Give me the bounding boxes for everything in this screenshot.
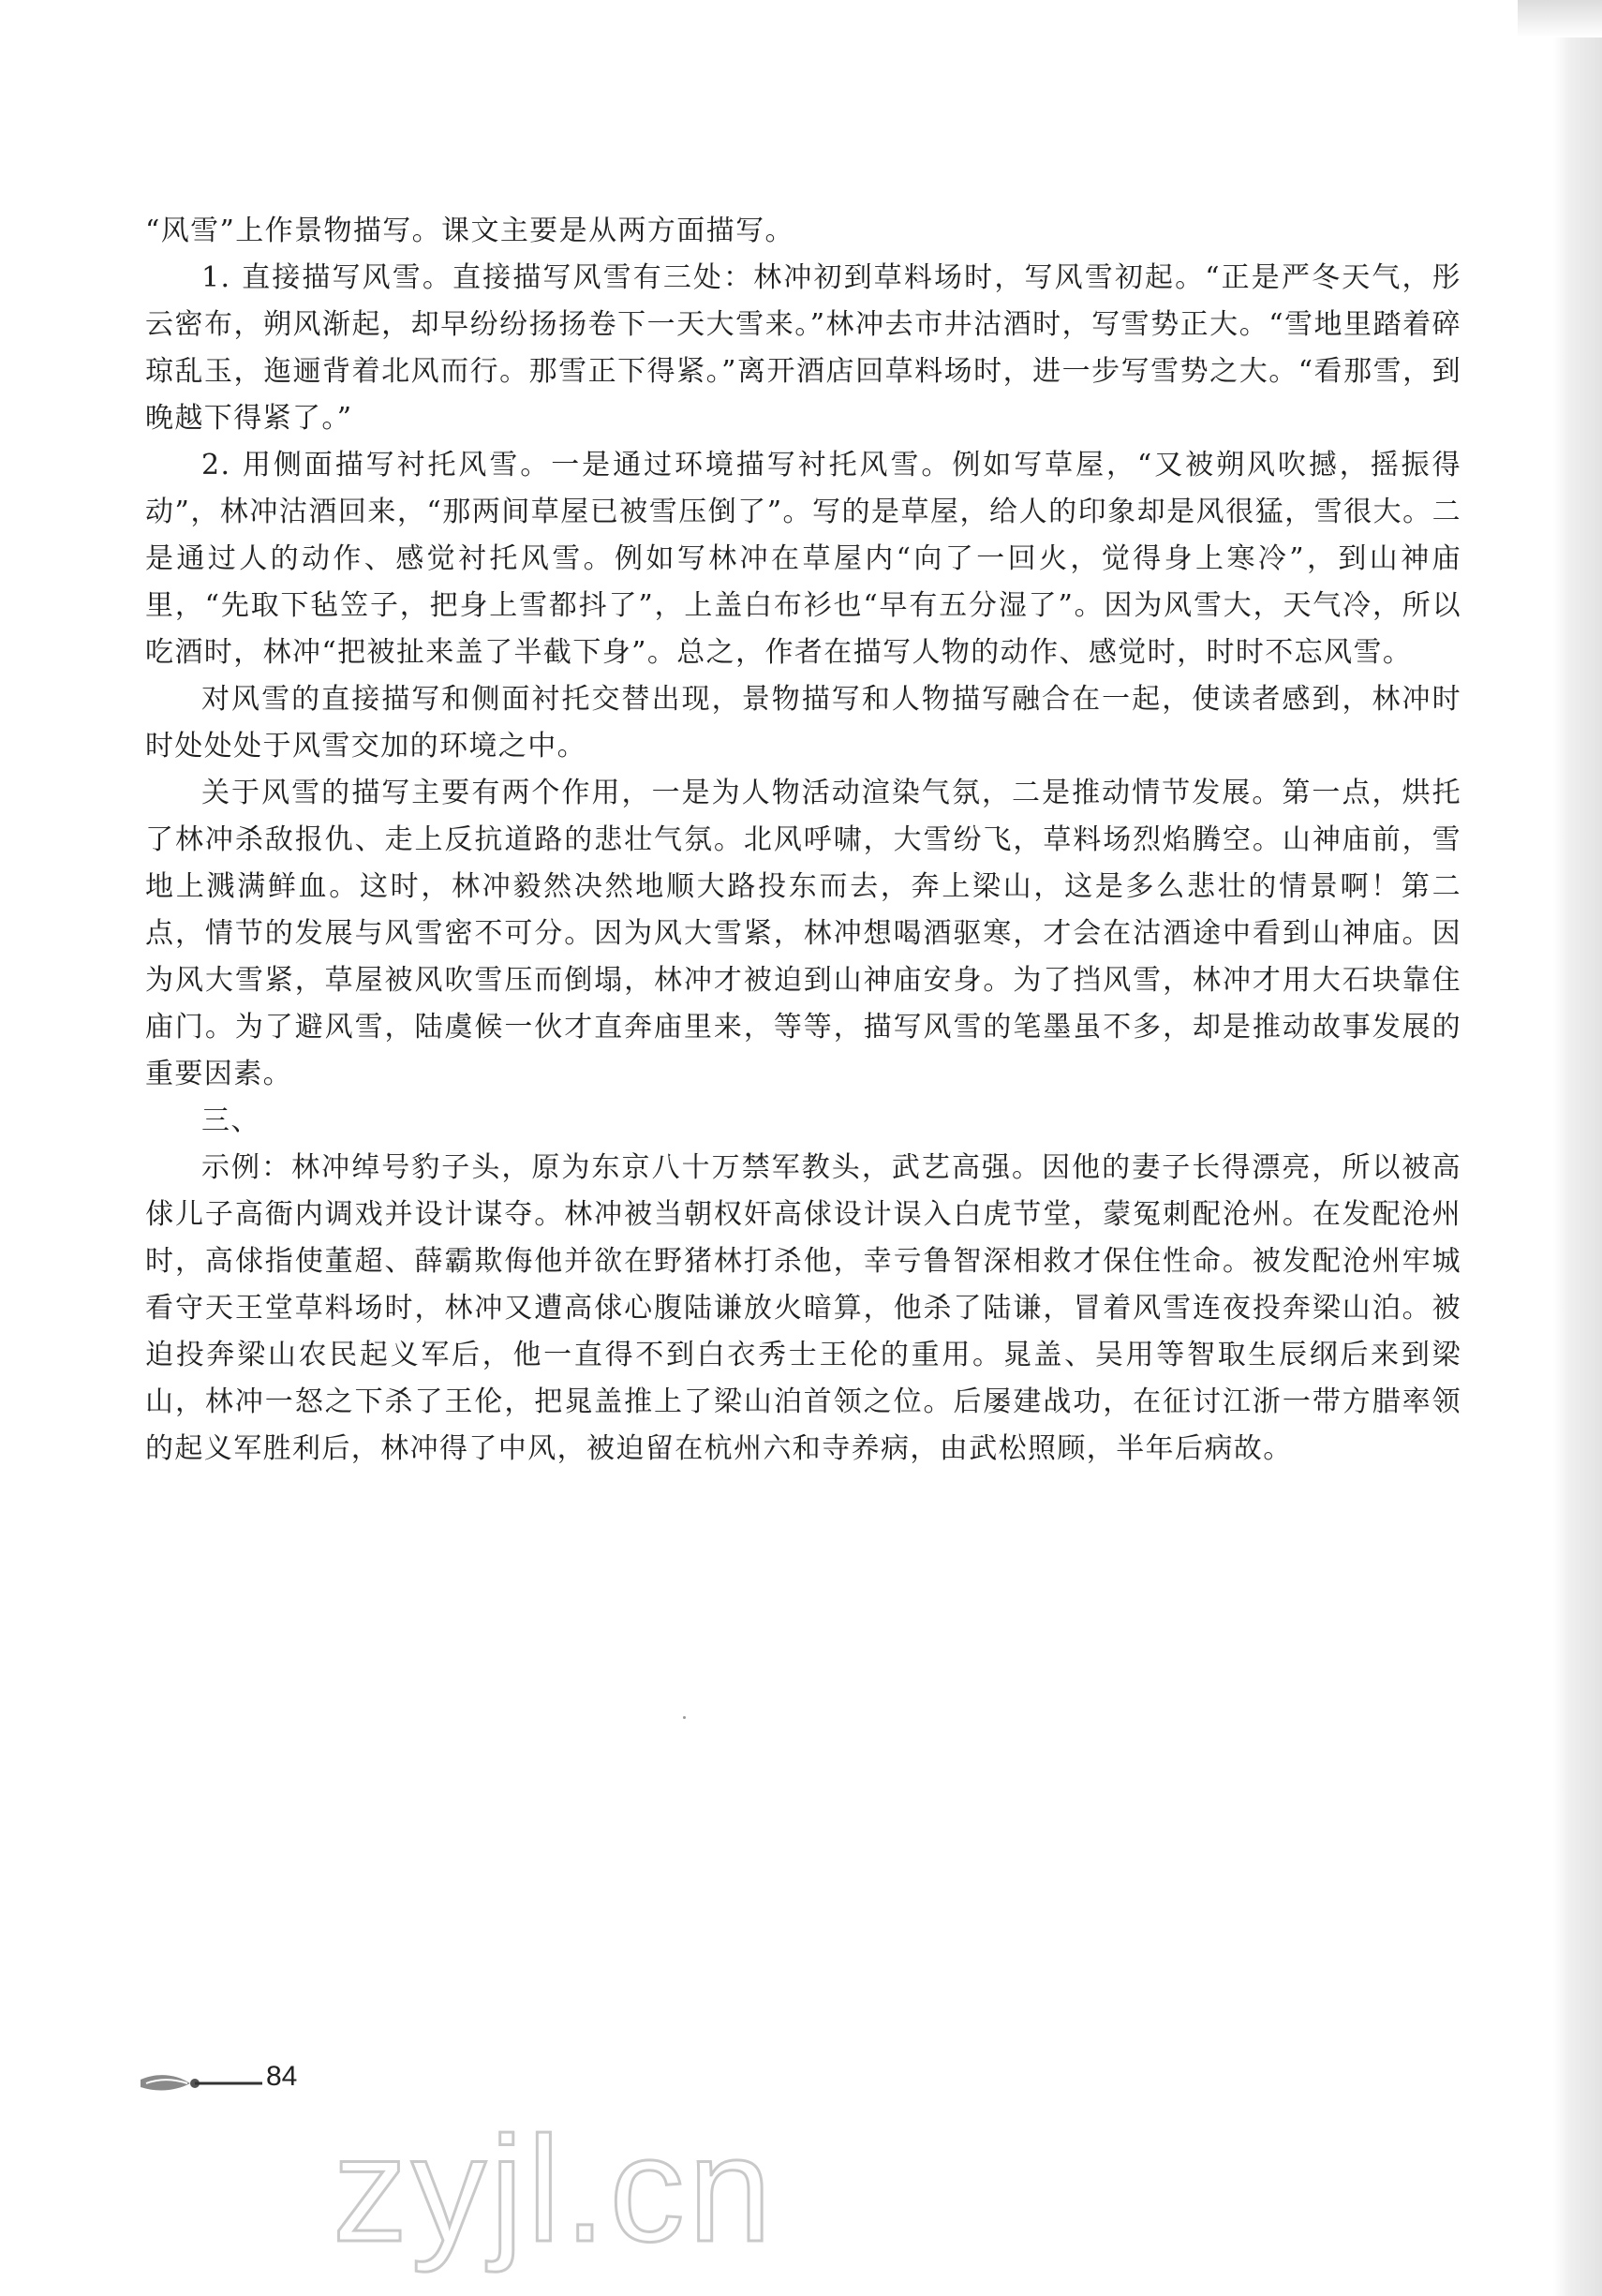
page-edge-shadow xyxy=(1553,0,1602,2296)
scan-speck xyxy=(683,1716,686,1719)
paragraph-side-description: 2. 用侧面描写衬托风雪。一是通过环境描写衬托风雪。例如写草屋，“又被朔风吹撼，摇振得动”，林冲沽酒回来，“那两间草屋已被雪压倒了”。写的是草屋，给人的印象却是风很猛，雪很大。二是通过人的动作、感觉衬托风雪。例如写林冲在草屋内“向了一回火，觉得身上寒冷”，到山神庙里，“先取下毡笠子，把身上雪都抖了”，上盖白布衫也“早有五分湿了”。因为风雪大，天气冷，所以吃酒时，林冲“把被扯来盖了半截下身”。总之，作者在描写人物的动作、感觉时，时时不忘风雪。 xyxy=(145,449,1461,669)
watermark: zyjl.cn xyxy=(333,2105,776,2273)
paragraph-combined-effect: 对风雪的直接描写和侧面衬托交替出现，景物描写和人物描写融合在一起，使读者感到，林冲时时处处处于风雪交加的环境之中。 xyxy=(145,683,1461,763)
section-three-heading: 三、 xyxy=(201,1104,260,1137)
corner-shade xyxy=(1518,0,1602,37)
paragraph-example: 示例：林冲绰号豹子头，原为东京八十万禁军教头，武艺高强。因他的妻子长得漂亮，所以被高俅儿子高衙内调戏并设计谋夺。林冲被当朝权奸高俅设计误入白虎节堂，蒙冤刺配沧州。在发配沧州时，高俅指使董超、薛霸欺侮他并欲在野猪林打杀他，幸亏鲁智深相救才保住性命。被发配沧州牢城看守天王堂草料场时，林冲又遭高俅心腹陆谦放火暗算，他杀了陆谦，冒着风雪连夜投奔梁山泊。被迫投奔梁山农民起义军后，他一直得不到白衣秀士王伦的重用。晁盖、吴用等智取生辰纲后来到梁山，林冲一怒之下杀了王伦，把晁盖推上了梁山泊首领之位。后屡建战功，在征讨江浙一带方腊率领的起义军胜利后，林冲得了中风，被迫留在杭州六和寺养病，由武松照顾，半年后病故。 xyxy=(145,1151,1461,1465)
paragraph-two-functions: 关于风雪的描写主要有两个作用，一是为人物活动渲染气氛，二是推动情节发展。第一点，烘托了林冲杀敌报仇、走上反抗道路的悲壮气氛。北风呼啸，大雪纷飞，草料场烈焰腾空。山神庙前，雪地上溅满鲜血。这时，林冲毅然决然地顺大路投东而去，奔上梁山，这是多么悲壮的情景啊！第二点，情节的发展与风雪密不可分。因为风大雪紧，林冲想喝酒驱寒，才会在沽酒途中看到山神庙。因为风大雪紧，草屋被风吹雪压而倒塌，林冲才被迫到山神庙安身。为了挡风雪，林冲才用大石块靠住庙门。为了避风雪，陆虞候一伙才直奔庙里来，等等，描写风雪的笔墨虽不多，却是推动故事发展的重要因素。 xyxy=(145,777,1461,1090)
paragraph-intro: “风雪”上作景物描写。课文主要是从两方面描写。 xyxy=(145,215,794,247)
page-number: 84 xyxy=(266,2061,298,2092)
paragraph-direct-description: 1. 直接描写风雪。直接描写风雪有三处：林冲初到草料场时，写风雪初起。“正是严冬天气，彤云密布，朔风渐起，却早纷纷扬扬卷下一天大雪来。”林冲去市井沽酒时，写雪势正大。“雪地里踏着碎琼乱玉，迤逦背着北风而行。那雪正下得紧。”离开酒店回草料场时，进一步写雪势之大。“看那雪，到晚越下得紧了。” xyxy=(145,261,1461,435)
page-ornament-icon xyxy=(139,2063,265,2104)
page-content xyxy=(145,208,1461,1473)
